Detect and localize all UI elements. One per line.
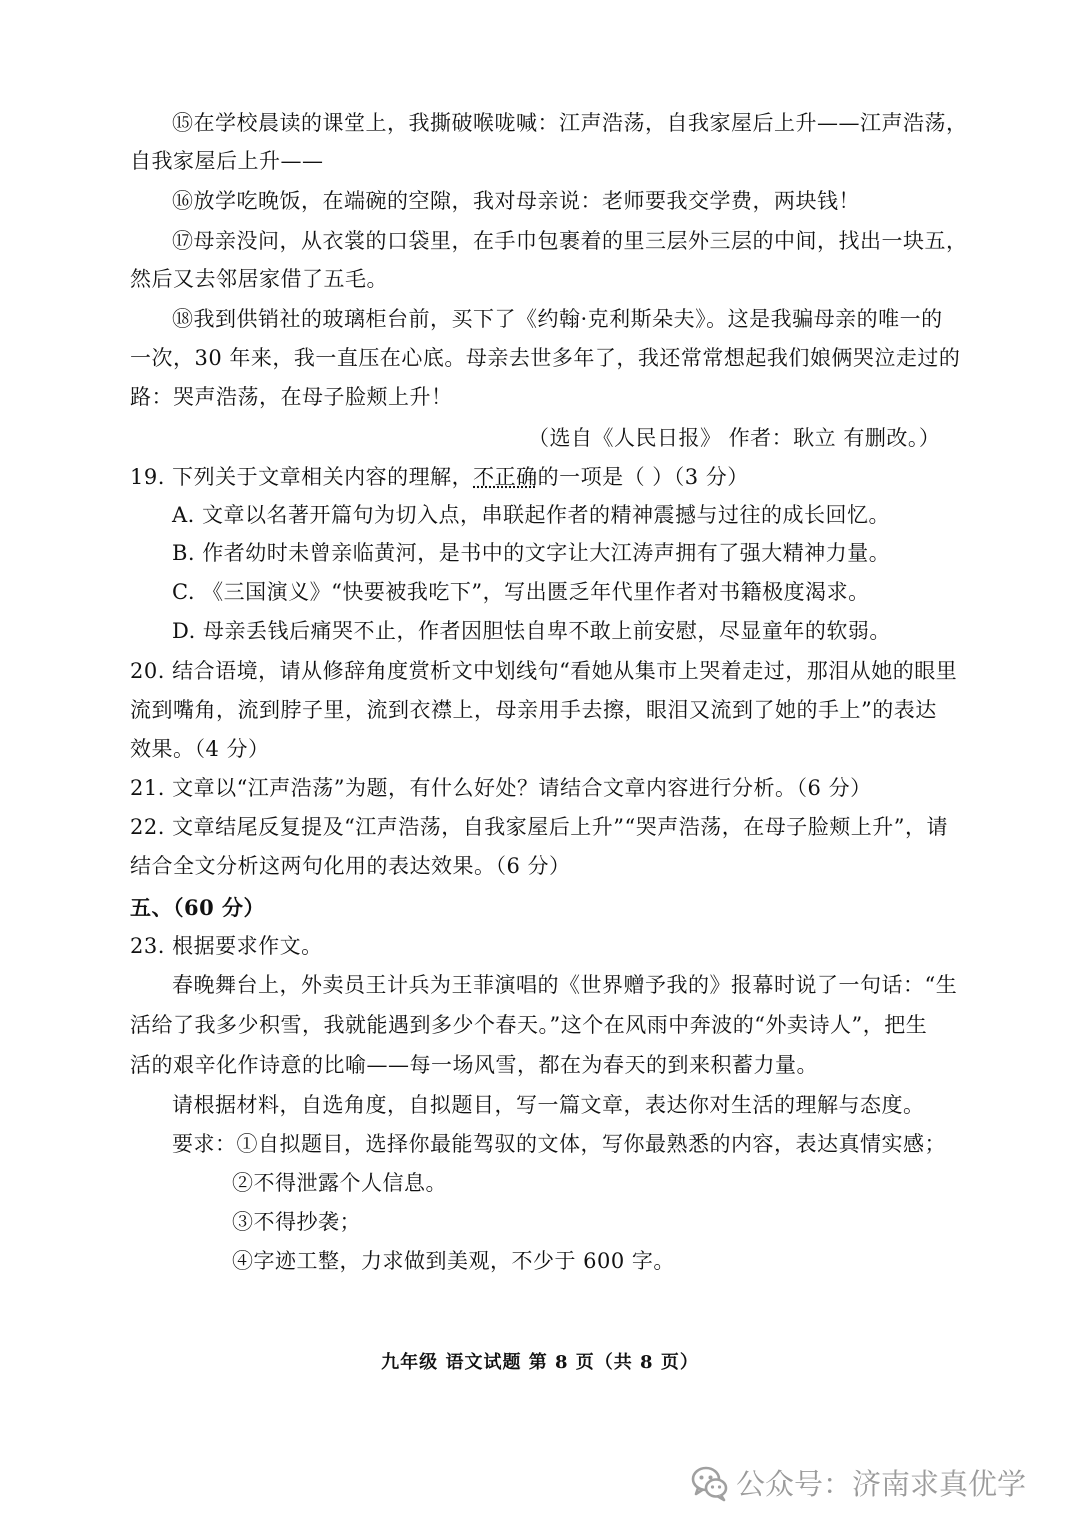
essay-material-line2: 活给了我多少积雪，我就能遇到多少个春天。”这个在风雨中奔波的“外卖诗人”，把生 <box>130 1013 928 1037</box>
question-19-stem-a: 19. 下列关于文章相关内容的理解， <box>130 465 474 489</box>
essay-instruction: 请根据材料，自选角度，自拟题目，写一篇文章，表达你对生活的理解与态度。 <box>172 1093 925 1117</box>
question-19-stem-b: 的一项是（ ）（3 分） <box>537 465 749 489</box>
question-19-stem <box>130 462 749 492</box>
wechat-icon <box>690 1463 730 1503</box>
question-19-option-a: A. 文章以名著开篇句为切入点，串联起作者的精神震撼与过往的成长回忆。 <box>172 503 891 527</box>
essay-requirement-1: ①自拟题目，选择你最能驾驭的文体，写你最熟悉的内容，表达真情实感； <box>236 1132 946 1156</box>
watermark <box>690 1462 1060 1503</box>
question-19-option-d: D. 母亲丢钱后痛哭不止，作者因胆怯自卑不敢上前安慰，尽显童年的软弱。 <box>172 619 891 643</box>
essay-requirement-1-row <box>172 1129 946 1159</box>
question-21: 21. 文章以“江声浩荡”为题，有什么好处？请结合文章内容进行分析。（6 分） <box>130 776 872 800</box>
question-20-line3: 效果。（4 分） <box>130 737 270 761</box>
passage-p15-line2: 自我家屋后上升—— <box>130 149 324 173</box>
passage-p15-line1: ⑮在学校晨读的课堂上，我撕破喉咙喊：江声浩荡，自我家屋后上升——江声浩荡， <box>172 111 968 135</box>
passage-p17-line1: ⑰母亲没问，从衣裳的口袋里，在手巾包裹着的里三层外三层的中间，找出一块五， <box>172 229 968 253</box>
essay-requirement-3: ③不得抄袭； <box>232 1210 361 1234</box>
question-20-line2: 流到嘴角，流到脖子里，流到衣襟上，母亲用手去擦，眼泪又流到了她的手上”的表达 <box>130 698 937 722</box>
question-19-emphasis: 不正确 <box>473 465 538 489</box>
question-22-line1: 22. 文章结尾反复提及“江声浩荡，自我家屋后上升”“哭声浩荡，在母子脸颊上升”，请 <box>130 815 949 839</box>
essay-requirement-label: 要求： <box>172 1132 237 1156</box>
passage-p18-line1: ⑱我到供销社的玻璃柜台前，买下了《约翰·克利斯朵夫》。这是我骗母亲的唯一的 <box>172 307 943 331</box>
essay-requirement-2: ②不得泄露个人信息。 <box>232 1171 447 1195</box>
question-19-option-c: C. 《三国演义》“快要被我吃下”，写出匮乏年代里作者对书籍极度渴求。 <box>172 580 870 604</box>
passage-p18-line2: 一次，30 年来，我一直压在心底。母亲去世多年了，我还常常想起我们娘俩哭泣走过的 <box>130 346 961 370</box>
page-footer: 九年级 语文试题 第 8 页（共 8 页） <box>381 1352 699 1373</box>
question-22-line2: 结合全文分析这两句化用的表达效果。（6 分） <box>130 854 571 878</box>
question-20-line1: 20. 结合语境，请从修辞角度赏析文中划线句“看她从集市上哭着走过，那泪从她的眼里 <box>130 659 958 683</box>
question-23: 23. 根据要求作文。 <box>130 934 323 958</box>
essay-material-line3: 活的艰辛化作诗意的比喻——每一场风雪，都在为春天的到来积蓄力量。 <box>130 1053 818 1077</box>
passage-source: （选自《人民日报》 作者：耿立 有删改。） <box>528 426 941 450</box>
question-19-option-b: B. 作者幼时未曾亲临黄河，是书中的文字让大江涛声拥有了强大精神力量。 <box>172 541 891 565</box>
section-heading: 五、（60 分） <box>130 895 266 920</box>
passage-p16: ⑯放学吃晚饭，在端碗的空隙，我对母亲说：老师要我交学费，两块钱！ <box>172 189 860 213</box>
essay-material-line1: 春晚舞台上，外卖员王计兵为王菲演唱的《世界赠予我的》报幕时说了一句话：“生 <box>172 973 958 997</box>
passage-p17-line2: 然后又去邻居家借了五毛。 <box>130 267 388 291</box>
watermark-text: 公众号：济南求真优学 <box>736 1467 1027 1501</box>
essay-requirement-4: ④字迹工整，力求做到美观，不少于 600 字。 <box>232 1249 675 1273</box>
passage-p18-line3: 路：哭声浩荡，在母子脸颊上升！ <box>130 385 453 409</box>
